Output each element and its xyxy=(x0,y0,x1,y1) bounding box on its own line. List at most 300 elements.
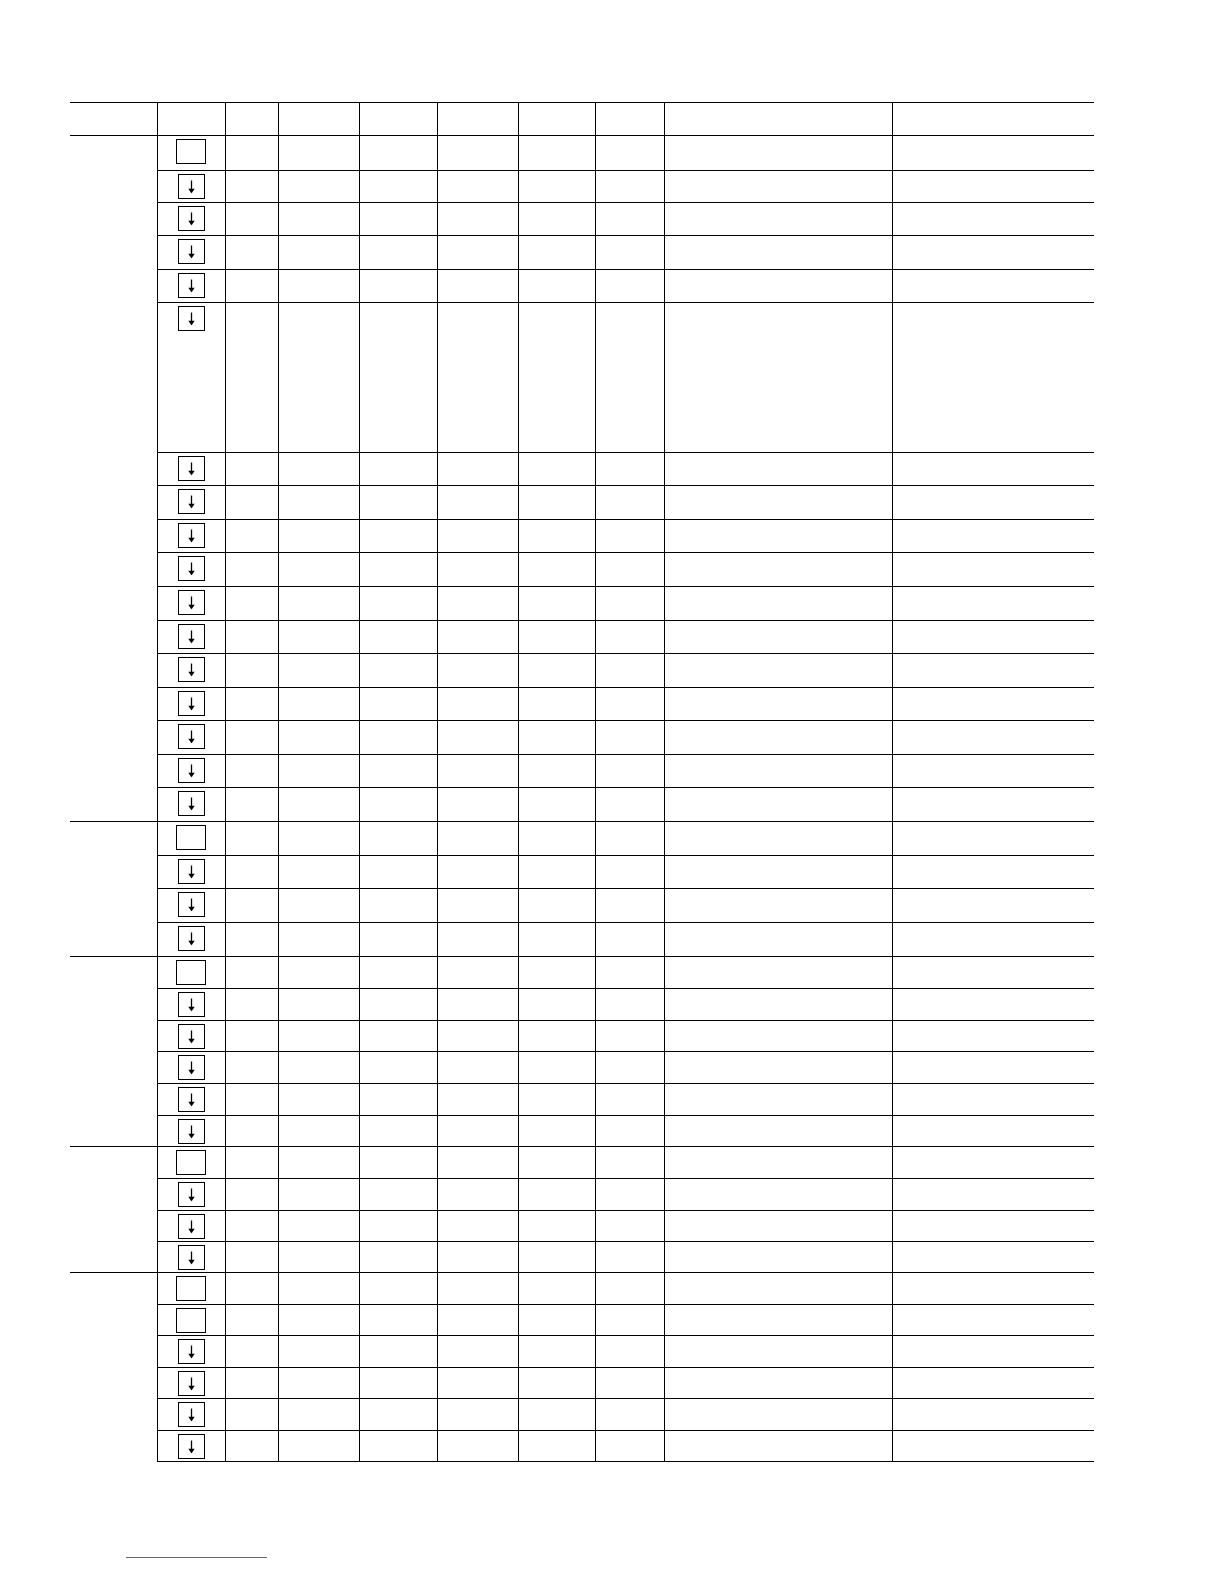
control-cell xyxy=(157,486,225,520)
table-cell xyxy=(359,788,437,822)
table-cell xyxy=(225,1147,278,1179)
table-cell xyxy=(278,822,359,856)
table-cell xyxy=(278,203,359,236)
down-arrow-icon[interactable] xyxy=(178,892,205,917)
table-cell xyxy=(359,1273,437,1305)
table-cell xyxy=(359,486,437,520)
table-row xyxy=(70,453,1094,486)
table-cell xyxy=(595,520,664,553)
table-cell xyxy=(664,236,892,270)
table-cell xyxy=(225,989,278,1021)
table-cell xyxy=(892,1052,1094,1084)
table-cell xyxy=(359,923,437,957)
table-cell xyxy=(437,553,518,587)
table-cell xyxy=(359,856,437,889)
down-arrow-icon-glyph xyxy=(179,759,204,782)
table-cell xyxy=(595,957,664,989)
form-table xyxy=(70,102,1094,1462)
footnote-rule xyxy=(126,1557,267,1558)
table-cell xyxy=(664,1147,892,1179)
table-cell xyxy=(437,1242,518,1273)
table-cell xyxy=(595,270,664,303)
table-cell xyxy=(359,1368,437,1399)
down-arrow-icon-glyph xyxy=(179,1183,204,1206)
table-cell xyxy=(359,889,437,923)
down-arrow-icon-glyph xyxy=(179,1435,204,1458)
down-arrow-icon-glyph xyxy=(179,274,204,297)
table-cell xyxy=(437,856,518,889)
table-cell xyxy=(518,721,595,755)
table-row xyxy=(70,553,1094,587)
table-cell xyxy=(892,1431,1094,1462)
table-cell xyxy=(518,1116,595,1147)
table-cell xyxy=(278,171,359,203)
table-cell xyxy=(437,1431,518,1462)
down-arrow-icon-glyph xyxy=(179,490,204,513)
down-arrow-icon-glyph xyxy=(179,240,204,263)
down-arrow-icon-glyph xyxy=(179,557,204,580)
table-cell xyxy=(518,553,595,587)
down-arrow-icon[interactable] xyxy=(178,758,205,783)
control-cell xyxy=(157,203,225,236)
down-arrow-icon-glyph xyxy=(179,1403,204,1426)
table-cell xyxy=(595,1116,664,1147)
table-cell xyxy=(437,1084,518,1116)
table-cell xyxy=(359,236,437,270)
control-cell xyxy=(157,654,225,688)
table-row xyxy=(70,1052,1094,1084)
table-cell xyxy=(892,788,1094,822)
table-cell xyxy=(892,1084,1094,1116)
table-cell xyxy=(359,654,437,688)
table-cell xyxy=(359,1399,437,1431)
table-cell xyxy=(225,1116,278,1147)
control-cell xyxy=(157,1052,225,1084)
table-row xyxy=(70,654,1094,688)
down-arrow-icon[interactable] xyxy=(178,273,205,298)
down-arrow-icon[interactable] xyxy=(178,1434,205,1459)
table-cell xyxy=(225,923,278,957)
table-cell xyxy=(278,856,359,889)
header-cell-5 xyxy=(359,103,437,136)
table-row xyxy=(70,721,1094,755)
table-cell xyxy=(437,1147,518,1179)
table-cell xyxy=(595,989,664,1021)
table-cell xyxy=(359,721,437,755)
table-cell xyxy=(359,1242,437,1273)
table-cell xyxy=(518,1211,595,1242)
control-cell xyxy=(157,171,225,203)
table-cell xyxy=(225,621,278,654)
table-row xyxy=(70,1242,1094,1273)
down-arrow-icon[interactable] xyxy=(178,926,205,951)
table-cell xyxy=(664,755,892,788)
table-cell xyxy=(892,1021,1094,1052)
table-cell xyxy=(595,303,664,453)
table-cell xyxy=(518,1273,595,1305)
table-cell xyxy=(664,957,892,989)
table-cell xyxy=(664,270,892,303)
table-cell xyxy=(225,270,278,303)
header-cell-1 xyxy=(70,103,157,136)
table-cell xyxy=(595,136,664,171)
table-cell xyxy=(664,989,892,1021)
table-cell xyxy=(892,688,1094,721)
table-cell xyxy=(359,989,437,1021)
control-cell xyxy=(157,1273,225,1305)
table-cell xyxy=(225,136,278,171)
table-cell xyxy=(359,957,437,989)
table-body xyxy=(70,136,1094,1462)
down-arrow-icon-glyph xyxy=(179,524,204,547)
control-cell xyxy=(157,1368,225,1399)
table-row xyxy=(70,270,1094,303)
table-cell xyxy=(595,1273,664,1305)
down-arrow-icon[interactable] xyxy=(178,1182,205,1207)
control-cell xyxy=(157,553,225,587)
table-row xyxy=(70,1431,1094,1462)
table-cell xyxy=(437,203,518,236)
table-cell xyxy=(892,587,1094,621)
table-cell xyxy=(225,788,278,822)
table-cell xyxy=(437,688,518,721)
table-cell xyxy=(359,520,437,553)
checkbox[interactable] xyxy=(176,139,206,164)
table-cell xyxy=(518,889,595,923)
table-cell xyxy=(278,721,359,755)
table-cell xyxy=(278,553,359,587)
header-cell-3 xyxy=(225,103,278,136)
header-cell-6 xyxy=(437,103,518,136)
table-cell xyxy=(437,721,518,755)
table-cell xyxy=(278,1116,359,1147)
table-cell xyxy=(595,688,664,721)
table-cell xyxy=(437,957,518,989)
table-cell xyxy=(664,1431,892,1462)
down-arrow-icon[interactable] xyxy=(178,1402,205,1427)
down-arrow-icon[interactable] xyxy=(178,624,205,649)
table-cell xyxy=(664,1336,892,1368)
table-cell xyxy=(359,1431,437,1462)
table-row xyxy=(70,171,1094,203)
table-cell xyxy=(437,989,518,1021)
control-cell xyxy=(157,236,225,270)
table-cell xyxy=(225,1084,278,1116)
table-cell xyxy=(664,520,892,553)
table-cell xyxy=(518,788,595,822)
table-cell xyxy=(359,136,437,171)
table-cell xyxy=(225,654,278,688)
down-arrow-icon[interactable] xyxy=(178,859,205,884)
table-cell xyxy=(278,923,359,957)
table-cell xyxy=(595,1052,664,1084)
control-cell xyxy=(157,453,225,486)
down-arrow-icon-glyph xyxy=(179,692,204,715)
table-cell xyxy=(664,1368,892,1399)
table-cell xyxy=(518,1021,595,1052)
table-cell xyxy=(518,1336,595,1368)
table-cell xyxy=(225,889,278,923)
table-cell xyxy=(225,1431,278,1462)
table-cell xyxy=(892,856,1094,889)
control-cell xyxy=(157,1021,225,1052)
down-arrow-icon[interactable] xyxy=(178,174,205,199)
table-cell xyxy=(518,856,595,889)
table-cell xyxy=(518,453,595,486)
table-row xyxy=(70,889,1094,923)
table-cell xyxy=(892,1399,1094,1431)
control-cell xyxy=(157,1147,225,1179)
control-cell xyxy=(157,957,225,989)
table-cell xyxy=(518,688,595,721)
down-arrow-icon[interactable] xyxy=(178,1119,205,1144)
checkbox[interactable] xyxy=(176,825,206,850)
down-arrow-icon-glyph xyxy=(179,207,204,230)
table-cell xyxy=(595,788,664,822)
table-cell xyxy=(359,453,437,486)
down-arrow-icon[interactable] xyxy=(178,206,205,231)
down-arrow-icon[interactable] xyxy=(178,1371,205,1396)
table-cell xyxy=(892,1179,1094,1211)
down-arrow-icon[interactable] xyxy=(178,1055,205,1080)
table-cell xyxy=(595,453,664,486)
table-cell xyxy=(664,1116,892,1147)
table-cell xyxy=(664,1273,892,1305)
table-cell xyxy=(518,1368,595,1399)
table-cell xyxy=(437,1116,518,1147)
down-arrow-icon[interactable] xyxy=(178,590,205,615)
table-cell xyxy=(892,923,1094,957)
table-cell xyxy=(664,171,892,203)
table-cell xyxy=(892,270,1094,303)
down-arrow-icon[interactable] xyxy=(178,1024,205,1049)
checkbox[interactable] xyxy=(176,960,206,985)
down-arrow-icon[interactable] xyxy=(178,1339,205,1364)
table-cell xyxy=(225,1052,278,1084)
table-cell xyxy=(664,1399,892,1431)
table-cell xyxy=(359,1336,437,1368)
table-cell xyxy=(437,822,518,856)
checkbox[interactable] xyxy=(176,1150,206,1175)
table-cell xyxy=(225,755,278,788)
control-cell xyxy=(157,1179,225,1211)
table-cell xyxy=(278,1179,359,1211)
table-cell xyxy=(664,1305,892,1336)
table-cell xyxy=(664,1211,892,1242)
control-cell xyxy=(157,1399,225,1431)
table-cell xyxy=(437,1021,518,1052)
table-cell xyxy=(278,587,359,621)
control-cell xyxy=(157,1211,225,1242)
table-row xyxy=(70,957,1094,989)
table-cell xyxy=(518,587,595,621)
table-cell xyxy=(664,621,892,654)
table-cell xyxy=(278,1211,359,1242)
control-cell xyxy=(157,520,225,553)
table-row xyxy=(70,203,1094,236)
table-cell xyxy=(437,136,518,171)
table-cell xyxy=(518,236,595,270)
table-cell xyxy=(225,1179,278,1211)
table-cell xyxy=(437,923,518,957)
table-row xyxy=(70,755,1094,788)
table-cell xyxy=(892,1147,1094,1179)
down-arrow-icon[interactable] xyxy=(178,992,205,1017)
table-cell xyxy=(595,923,664,957)
table-cell xyxy=(595,203,664,236)
table-cell xyxy=(664,1021,892,1052)
table-cell xyxy=(892,1116,1094,1147)
table-cell xyxy=(664,486,892,520)
table-row xyxy=(70,688,1094,721)
table-cell xyxy=(225,1273,278,1305)
table-cell xyxy=(664,654,892,688)
control-cell xyxy=(157,721,225,755)
table-cell xyxy=(225,1336,278,1368)
table-cell xyxy=(518,303,595,453)
table-cell xyxy=(278,1021,359,1052)
table-row xyxy=(70,788,1094,822)
group-label xyxy=(70,1147,157,1273)
down-arrow-icon[interactable] xyxy=(178,489,205,514)
group-label xyxy=(70,822,157,957)
table-cell xyxy=(359,270,437,303)
control-cell xyxy=(157,1116,225,1147)
table-cell xyxy=(359,303,437,453)
control-cell xyxy=(157,136,225,171)
table-cell xyxy=(359,1179,437,1211)
table-cell xyxy=(595,621,664,654)
table-cell xyxy=(664,587,892,621)
table-row xyxy=(70,923,1094,957)
table-cell xyxy=(892,989,1094,1021)
checkbox[interactable] xyxy=(176,1308,206,1333)
table-cell xyxy=(278,270,359,303)
down-arrow-icon-glyph xyxy=(179,1372,204,1395)
down-arrow-icon[interactable] xyxy=(178,791,205,816)
group-label xyxy=(70,1273,157,1462)
table-cell xyxy=(595,889,664,923)
table-cell xyxy=(225,486,278,520)
table-cell xyxy=(595,1305,664,1336)
table-cell xyxy=(595,1242,664,1273)
table-cell xyxy=(278,989,359,1021)
table-cell xyxy=(595,1336,664,1368)
table-cell xyxy=(518,755,595,788)
down-arrow-icon[interactable] xyxy=(178,1214,205,1239)
table-cell xyxy=(518,203,595,236)
table-cell xyxy=(359,553,437,587)
table-cell xyxy=(359,1211,437,1242)
table-row xyxy=(70,1336,1094,1368)
down-arrow-icon[interactable] xyxy=(178,523,205,548)
table-cell xyxy=(278,1084,359,1116)
table-cell xyxy=(437,1052,518,1084)
table-row xyxy=(70,1116,1094,1147)
control-cell xyxy=(157,621,225,654)
down-arrow-icon[interactable] xyxy=(178,306,205,331)
down-arrow-icon[interactable] xyxy=(178,239,205,264)
table-cell xyxy=(892,303,1094,453)
down-arrow-icon[interactable] xyxy=(178,1245,205,1270)
table-cell xyxy=(664,453,892,486)
table-cell xyxy=(359,1052,437,1084)
table-cell xyxy=(278,1305,359,1336)
table-cell xyxy=(892,171,1094,203)
header-cell-4 xyxy=(278,103,359,136)
table-cell xyxy=(892,520,1094,553)
table-cell xyxy=(359,587,437,621)
table-cell xyxy=(278,1052,359,1084)
table-cell xyxy=(225,553,278,587)
down-arrow-icon-glyph xyxy=(179,658,204,681)
down-arrow-icon[interactable] xyxy=(178,556,205,581)
checkbox[interactable] xyxy=(176,1276,206,1301)
table-cell xyxy=(359,1147,437,1179)
down-arrow-icon[interactable] xyxy=(178,691,205,716)
table-cell xyxy=(892,1242,1094,1273)
table-cell xyxy=(437,303,518,453)
table-cell xyxy=(518,1052,595,1084)
table-row xyxy=(70,1211,1094,1242)
down-arrow-icon[interactable] xyxy=(178,456,205,481)
table-cell xyxy=(595,553,664,587)
table-cell xyxy=(518,654,595,688)
table-cell xyxy=(595,654,664,688)
table-cell xyxy=(664,1179,892,1211)
table-cell xyxy=(225,1399,278,1431)
table-cell xyxy=(437,1179,518,1211)
table-cell xyxy=(664,203,892,236)
table-cell xyxy=(437,453,518,486)
table-cell xyxy=(664,1052,892,1084)
table-cell xyxy=(278,1147,359,1179)
table-cell xyxy=(595,1368,664,1399)
table-row xyxy=(70,1368,1094,1399)
control-cell xyxy=(157,1305,225,1336)
control-cell xyxy=(157,755,225,788)
table-cell xyxy=(892,721,1094,755)
control-cell xyxy=(157,303,225,453)
table-cell xyxy=(359,1084,437,1116)
table-cell xyxy=(278,1242,359,1273)
down-arrow-icon[interactable] xyxy=(178,1087,205,1112)
table-cell xyxy=(892,453,1094,486)
table-cell xyxy=(437,270,518,303)
table-cell xyxy=(225,688,278,721)
table-cell xyxy=(225,453,278,486)
control-cell xyxy=(157,1084,225,1116)
control-cell xyxy=(157,856,225,889)
down-arrow-icon[interactable] xyxy=(178,724,205,749)
table-cell xyxy=(595,856,664,889)
table-row xyxy=(70,136,1094,171)
table-cell xyxy=(892,621,1094,654)
table-cell xyxy=(664,788,892,822)
table-row xyxy=(70,587,1094,621)
table-cell xyxy=(437,520,518,553)
table-cell xyxy=(437,1336,518,1368)
table-cell xyxy=(278,755,359,788)
table-cell xyxy=(359,1021,437,1052)
table-cell xyxy=(437,486,518,520)
down-arrow-icon[interactable] xyxy=(178,657,205,682)
control-cell xyxy=(157,1336,225,1368)
table-cell xyxy=(595,1179,664,1211)
table-cell xyxy=(892,1273,1094,1305)
table-cell xyxy=(437,1399,518,1431)
table-cell xyxy=(278,1336,359,1368)
